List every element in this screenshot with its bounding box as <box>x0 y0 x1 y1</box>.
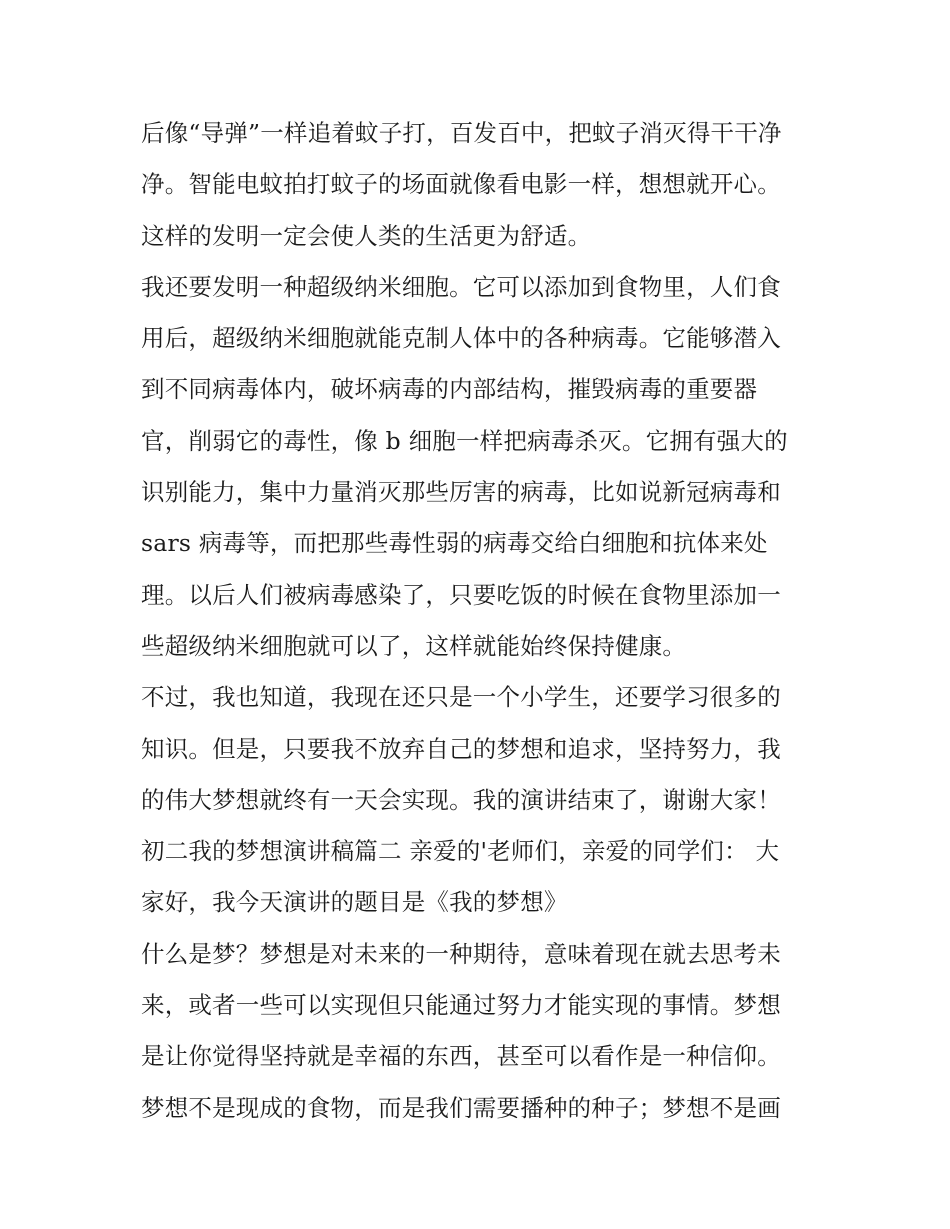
text-line: 我还要发明一种超级纳米细胞。它可以添加到食物里，人们食 <box>141 272 781 301</box>
text-line: 些超级纳米细胞就可以了，这样就能始终保持健康。 <box>141 631 687 660</box>
document-body <box>141 108 821 1134</box>
text-line: 什么是梦？梦想是对未来的一种期待，意味着现在就去思考未 <box>141 939 781 968</box>
text-line: 识别能力，集中力量消灭那些厉害的病毒，比如说新冠病毒和 <box>141 478 781 507</box>
text-line: 净。智能电蚊拍打蚊子的场面就像看电影一样，想想就开心。 <box>141 170 781 199</box>
text-line: 后像“导弹”一样追着蚊子打，百发百中，把蚊子消灭得干干净 <box>141 119 782 147</box>
text-line: 到不同病毒体内，破坏病毒的内部结构，摧毁病毒的重要器 <box>141 375 758 404</box>
text-line: 家好，我今天演讲的题目是《我的梦想》 <box>141 888 568 917</box>
text-line: 官，削弱它的毒性，像 b 细胞一样把病毒杀灭。它拥有强大的 <box>141 426 788 455</box>
text-line: 这样的发明一定会使人类的生活更为舒适。 <box>141 221 592 250</box>
text-line: 不过，我也知道，我现在还只是一个小学生，还要学习很多的 <box>141 683 781 712</box>
text-line: sars 病毒等，而把那些毒性弱的病毒交给白细胞和抗体来处 <box>141 529 768 558</box>
text-line: 初二我的梦想演讲稿篇二 亲爱的'老师们，亲爱的同学们： 大 <box>141 837 780 866</box>
text-line: 梦想不是现成的食物，而是我们需要播种的种子；梦想不是画 <box>141 1093 781 1122</box>
text-line: 用后，超级纳米细胞就能克制人体中的各种病毒。它能够潜入 <box>141 324 781 353</box>
text-line: 是让你觉得坚持就是幸福的东西，甚至可以看作是一种信仰。 <box>141 1042 781 1071</box>
text-line: 知识。但是，只要我不放弃自己的梦想和追求，坚持努力，我 <box>141 734 781 763</box>
text-line: 来，或者一些可以实现但只能通过努力才能实现的事情。梦想 <box>141 991 781 1020</box>
text-line: 的伟大梦想就终有一天会实现。我的演讲结束了，谢谢大家！ <box>141 785 781 814</box>
text-line: 理。以后人们被病毒感染了，只要吃饭的时候在食物里添加一 <box>141 580 781 609</box>
